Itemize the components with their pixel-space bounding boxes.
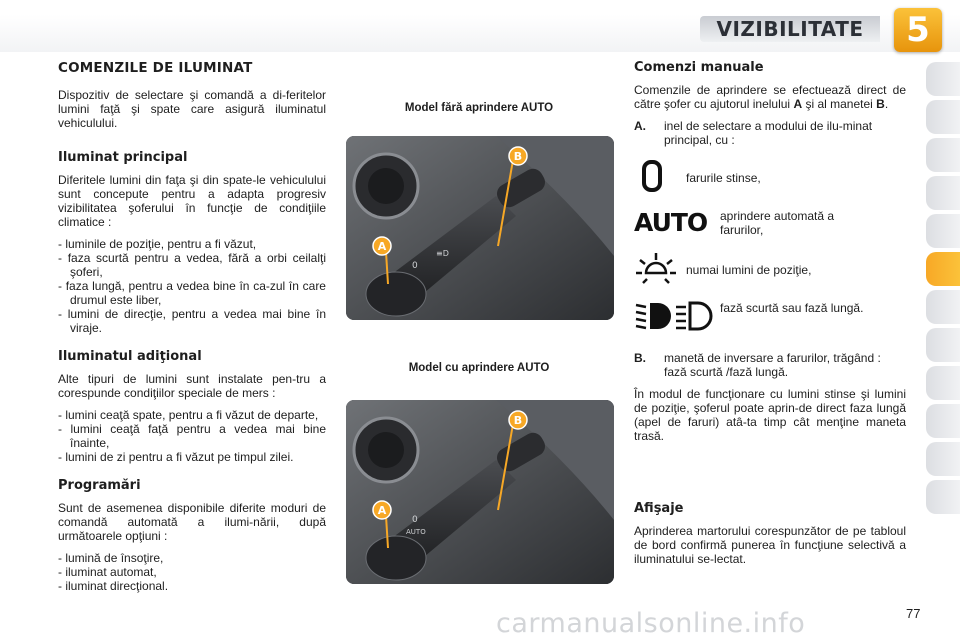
chapter-tab-9[interactable]	[926, 366, 960, 400]
svg-text:≡D: ≡D	[436, 249, 449, 258]
left-column	[58, 60, 326, 603]
item-b-text: manetă de inversare a farurilor, trăgând : fază scurtă /fază lungă.	[664, 351, 881, 379]
list-item: - lumină de însoţire,	[58, 551, 326, 565]
chapter-tab-2[interactable]	[926, 100, 960, 134]
chapter-tab-11[interactable]	[926, 442, 960, 476]
item-a-definition	[634, 119, 906, 147]
displays-paragraph: Aprinderea martorului corespunzător de pe tabloul de bord confirmă punerea în funcţiune selectivă a iluminatului se-lectat.	[634, 524, 906, 566]
section-title-lighting-controls: COMENZILE DE ILUMINAT	[58, 60, 253, 76]
chapter-tabs	[926, 62, 960, 518]
list-item: - luminile de poziţie, pentru a fi văzut,	[58, 237, 326, 251]
center-column	[344, 60, 614, 620]
chapter-tab-4[interactable]	[926, 176, 960, 210]
manual-controls-paragraph	[634, 83, 906, 111]
photo-label-b: B	[513, 150, 523, 163]
chapter-tab-1[interactable]	[926, 62, 960, 96]
list-item: - iluminat direcţional.	[58, 579, 326, 593]
right-column	[634, 60, 906, 574]
page-number: 77	[906, 606, 921, 621]
item-a-text: inel de selectare a modului de ilu-minat principal, cu :	[664, 119, 873, 147]
chapter-tab-12[interactable]	[926, 480, 960, 514]
list-item: - lumini de zi pentru a fi văzut pe timpul zilei.	[58, 450, 326, 464]
list-item: - faza scurtă pentru a vedea, fără a orbi ceilalţi şoferi,	[58, 251, 326, 279]
low-high-beam-icon	[634, 295, 714, 335]
auto-text-icon: AUTO	[634, 208, 708, 237]
additional-lighting-paragraph: Alte tipuri de lumini sunt instalate pen-tru a corespunde condiţiilor speciale de mers :	[58, 372, 326, 400]
list-item: - lumini ceaţă faţă pentru a vedea mai bine înainte,	[58, 422, 326, 450]
svg-text:0: 0	[412, 515, 418, 525]
stalk-b-ref: B	[876, 97, 885, 111]
item-b-letter: B.	[634, 351, 646, 365]
mode-row-auto	[634, 203, 906, 243]
chapter-tab-7[interactable]	[926, 290, 960, 324]
photo-label-a: A	[377, 504, 387, 517]
photo-label-a: A	[377, 240, 387, 253]
main-lighting-paragraph: Diferitele lumini din faţa şi din spate-le vehiculului sunt concepute pentru a adapta progresiv vizibilitatea şoferului în funcţie de condiţiile climatice :	[58, 173, 326, 229]
caption-model-with-auto: Model cu aprindere AUTO	[408, 362, 550, 374]
manual-text-part2: şi al manetei	[805, 97, 873, 111]
stalk-photo-without-auto	[346, 136, 614, 320]
chapter-tab-5[interactable]	[926, 214, 960, 248]
intro-paragraph: Dispozitiv de selectare şi comandă a di-feritelor lumini faţă şi spate care asigură iluminatul vehiculului.	[58, 88, 326, 130]
list-item: - faza lungă, pentru a vedea bine în ca-zul în care drumul este liber,	[58, 279, 326, 307]
ring-a-ref: A	[793, 97, 803, 111]
flash-headlamps-paragraph: În modul de funcţionare cu lumini stinse şi lumini de poziţie, şoferul poate aprin-de direct faza lungă (apel de faruri) atâ-ta timp cât menţine maneta trasă.	[634, 387, 906, 443]
list-item: - iluminat automat,	[58, 565, 326, 579]
item-b-definition	[634, 351, 906, 379]
chapter-tab-10[interactable]	[926, 404, 960, 438]
list-item: - lumini de direcţie, pentru a vedea mai bine în viraje.	[58, 307, 326, 335]
mode-label-auto: aprindere automată a farurilor,	[720, 209, 835, 237]
svg-text:0: 0	[412, 261, 418, 271]
subtitle-additional-lighting: Iluminatul adiţional	[58, 349, 202, 364]
chapter-title: VIZIBILITATE	[700, 16, 880, 42]
manual-text-end: .	[884, 97, 889, 111]
caption-model-without-auto: Model fără aprindere AUTO	[404, 102, 554, 114]
mode-row-off	[634, 157, 906, 197]
mode-label-off: farurile stinse,	[686, 171, 761, 185]
chapter-number-badge: 5	[894, 8, 942, 52]
mode-row-position	[634, 249, 906, 289]
chapter-tab-8[interactable]	[926, 328, 960, 362]
main-lighting-list	[58, 237, 326, 335]
manual-text-part1: Comenzile de aprindere se efectuează direct de către şofer cu ajutorul inelului	[634, 83, 906, 111]
stalk-photo-with-auto	[346, 400, 614, 584]
subtitle-displays: Afişaje	[634, 501, 684, 516]
item-a-letter: A.	[634, 119, 646, 133]
programs-list	[58, 551, 326, 593]
subtitle-programs: Programări	[58, 478, 141, 493]
ring-auto-label: AUTO	[406, 528, 426, 536]
chapter-tab-3[interactable]	[926, 138, 960, 172]
mode-label-position: numai lumini de poziţie,	[686, 263, 812, 277]
mode-row-beams	[634, 295, 906, 339]
list-item: - lumini ceaţă spate, pentru a fi văzut de departe,	[58, 408, 326, 422]
programs-paragraph: Sunt de asemenea disponibile diferite moduri de comandă automată a ilumi-nării, după următoarele opţiuni :	[58, 501, 326, 543]
watermark: carmanualsonline.info	[496, 608, 806, 639]
subtitle-main-lighting: Iluminat principal	[58, 150, 188, 165]
subtitle-manual-controls: Comenzi manuale	[634, 60, 764, 75]
additional-lighting-list	[58, 408, 326, 464]
chapter-tab-6-active[interactable]	[926, 252, 960, 286]
photo-label-b: B	[513, 414, 523, 427]
mode-label-beams: fază scurtă sau fază lungă.	[720, 301, 864, 315]
